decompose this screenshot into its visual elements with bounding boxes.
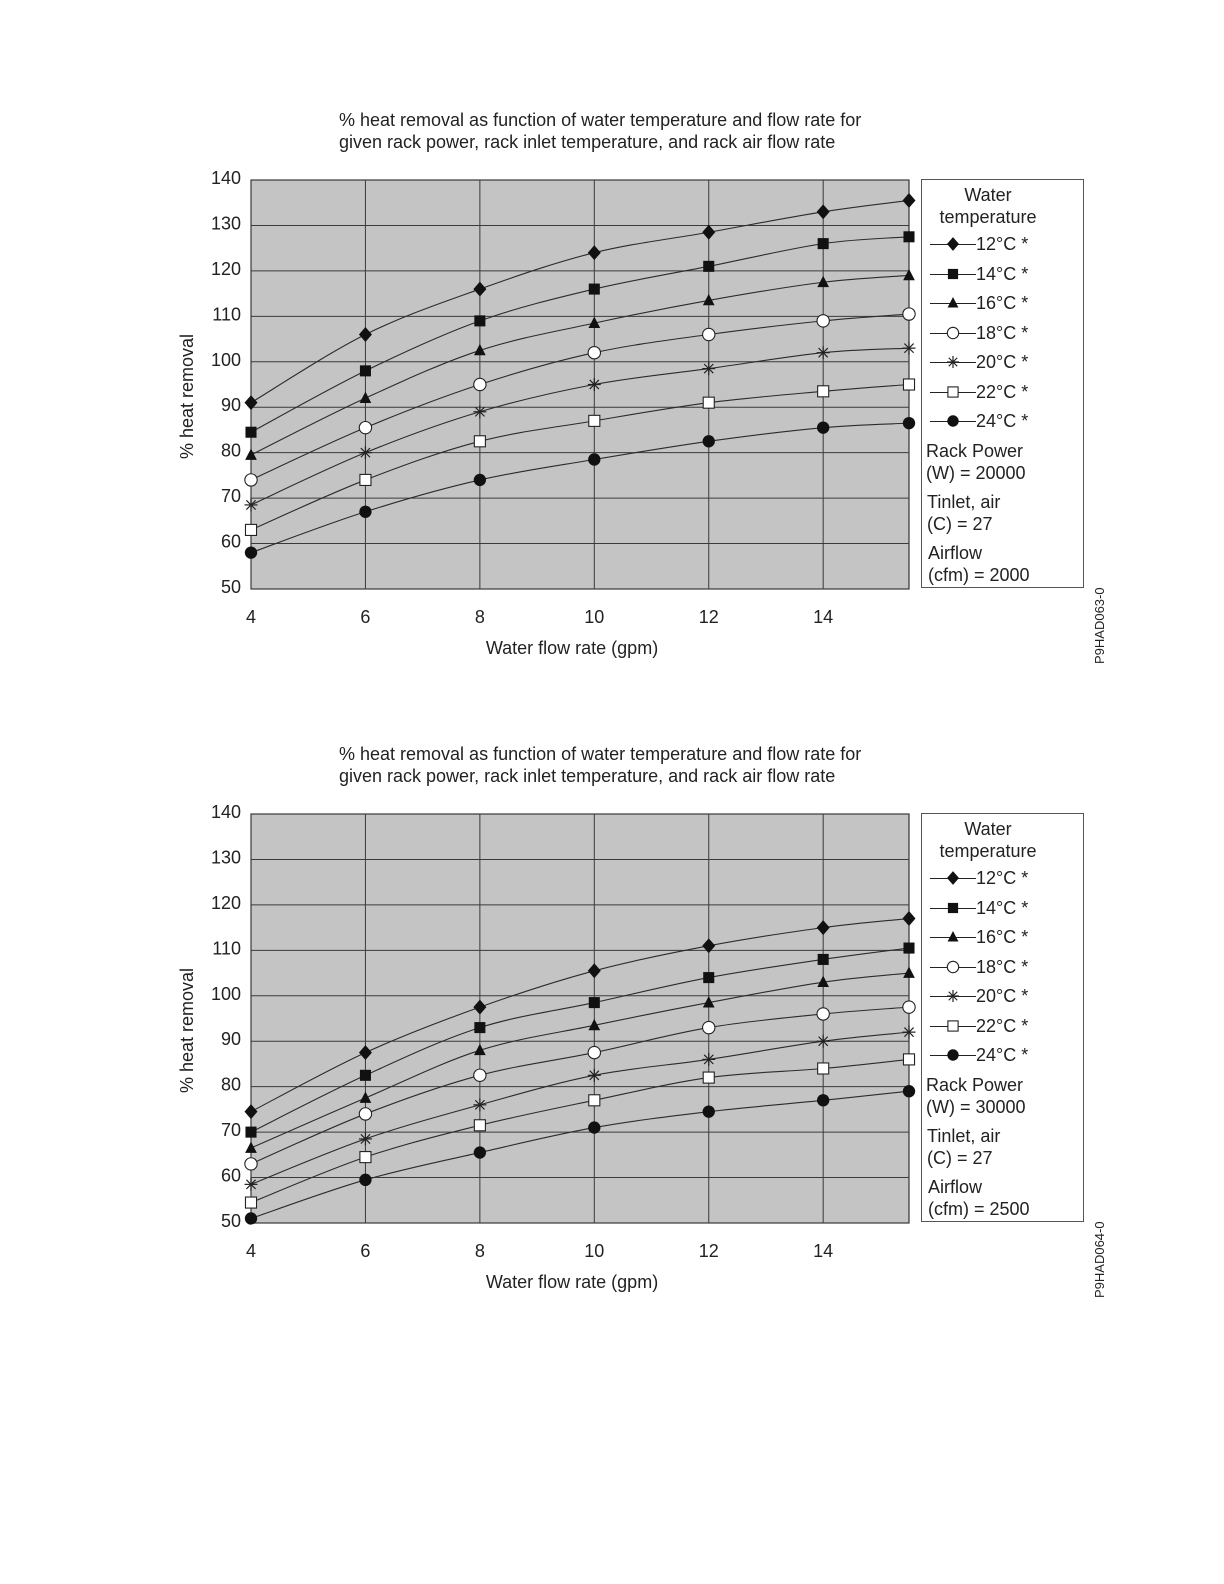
chart-2 (0, 634, 1224, 1298)
legend-marker-icon (945, 959, 961, 975)
legend-label: 12°C * (976, 868, 1029, 888)
data-point (474, 1022, 485, 1033)
parameter-line: Tinlet, air (927, 1126, 1001, 1146)
legend-marker-icon (945, 929, 961, 945)
data-point (702, 1053, 715, 1066)
y-tick-label: 60 (220, 1165, 241, 1186)
plot-area (251, 814, 909, 1223)
legend-item (930, 866, 1080, 890)
data-point (359, 421, 371, 433)
legend-title-line: Water (964, 185, 1012, 205)
data-point (245, 546, 257, 558)
legend-item (930, 232, 1080, 256)
legend-marker-icon (945, 266, 961, 282)
data-point (588, 1046, 600, 1058)
data-point (359, 1174, 371, 1186)
parameter-line: Airflow (928, 543, 983, 563)
y-tick-label: 110 (212, 938, 241, 959)
data-point (474, 1120, 485, 1131)
data-point (589, 415, 600, 426)
data-point (903, 342, 916, 355)
data-point (474, 474, 486, 486)
data-point (589, 997, 600, 1008)
parameter-line: Rack Power (926, 1075, 1024, 1095)
data-point (245, 1178, 258, 1191)
y-tick-label: 80 (220, 440, 241, 461)
data-point (245, 498, 258, 511)
parameter-block (927, 491, 1000, 535)
data-point (703, 1021, 715, 1033)
data-point (360, 365, 371, 376)
data-point (473, 405, 486, 418)
figure-id: P9HAD063-0 (1092, 587, 1107, 664)
legend-marker (948, 268, 958, 278)
figure-id: P9HAD064-0 (1092, 1221, 1107, 1298)
data-point (245, 1197, 256, 1208)
legend-marker (947, 961, 958, 972)
legend-label: 18°C * (976, 956, 1029, 977)
x-tick-label: 8 (474, 607, 485, 627)
parameter-line: Tinlet, air (927, 492, 1001, 512)
legend-marker (948, 1020, 958, 1030)
data-point (703, 261, 714, 272)
data-point (360, 1070, 371, 1081)
data-point (818, 954, 829, 965)
data-point (703, 435, 715, 447)
x-axis-label: Water flow rate (gpm) (485, 638, 659, 658)
legend-marker-icon (945, 384, 961, 400)
x-tick-label: 8 (474, 1241, 485, 1261)
x-tick-label: 10 (584, 607, 605, 627)
legend-item (930, 350, 1080, 374)
data-point (903, 1054, 914, 1065)
legend-marker-icon (945, 870, 961, 886)
parameter-line: (W) = 30000 (926, 1097, 1026, 1117)
y-tick-label: 120 (210, 892, 241, 913)
legend-marker (947, 237, 959, 251)
data-point (903, 308, 915, 320)
data-point (474, 436, 485, 447)
legend-label: 22°C * (976, 1015, 1029, 1036)
legend-label: 12°C * (976, 234, 1029, 254)
data-point (588, 453, 600, 465)
parameter-block (926, 1074, 1026, 1118)
data-point (817, 1094, 829, 1106)
x-tick-label: 6 (360, 607, 371, 627)
data-point (474, 1146, 486, 1158)
legend-title-line: temperature (939, 207, 1037, 227)
data-point (817, 421, 829, 433)
y-axis-label: % heat removal (177, 333, 197, 460)
legend-marker-icon (945, 1018, 961, 1034)
y-tick-label: 140 (210, 802, 241, 822)
chart-title-line: given rack power, rack inlet temperature, and rack air flow rate (339, 766, 836, 786)
legend (921, 813, 1084, 1222)
x-tick-label: 4 (245, 607, 257, 627)
x-axis-label: Water flow rate (gpm) (485, 1272, 659, 1292)
legend-label: 22°C * (976, 381, 1029, 402)
legend-marker-icon (945, 988, 961, 1004)
x-tick-label: 10 (584, 1241, 605, 1261)
x-tick-label: 14 (813, 1241, 834, 1261)
data-point (903, 417, 915, 429)
data-point (817, 1008, 829, 1020)
legend-title-line: Water (964, 819, 1012, 839)
legend-item (930, 1014, 1080, 1038)
legend-marker (947, 1049, 958, 1060)
legend-marker (947, 990, 959, 1002)
legend-marker (948, 902, 958, 912)
legend-label: 24°C * (976, 411, 1029, 431)
data-point (903, 1026, 916, 1039)
x-tick-label: 6 (360, 1241, 371, 1261)
data-point (818, 238, 829, 249)
legend-marker-icon (945, 236, 961, 252)
parameter-line: Rack Power (926, 441, 1024, 461)
parameter-block (927, 1125, 1000, 1169)
legend-marker (947, 871, 959, 885)
data-point (703, 397, 714, 408)
legend-item (930, 409, 1080, 433)
data-point (817, 346, 830, 359)
legend-label: 16°C * (976, 293, 1029, 313)
legend-marker (947, 415, 958, 426)
y-tick-label: 120 (210, 258, 241, 279)
chart-1 (0, 0, 1224, 664)
data-point (589, 284, 600, 295)
legend-title (922, 818, 1054, 862)
parameter-line: (cfm) = 2000 (928, 565, 1030, 585)
data-point (245, 1127, 256, 1138)
legend-marker-icon (945, 325, 961, 341)
data-point (703, 1072, 714, 1083)
y-tick-label: 90 (220, 395, 241, 416)
data-point (818, 1063, 829, 1074)
legend-item (930, 380, 1080, 404)
legend-marker (948, 297, 959, 308)
y-tick-label: 90 (220, 1029, 241, 1050)
x-tick-label: 12 (698, 1241, 719, 1261)
legend-label: 14°C * (976, 897, 1029, 918)
data-point (245, 1212, 257, 1224)
y-tick-label: 100 (210, 983, 241, 1004)
data-point (359, 1132, 372, 1145)
legend-item (930, 955, 1080, 979)
data-point (588, 1121, 600, 1133)
data-point (359, 446, 372, 459)
legend-marker-icon (945, 900, 961, 916)
data-point (817, 315, 829, 327)
legend-label: 16°C * (976, 927, 1029, 947)
data-point (703, 972, 714, 983)
legend-item (930, 262, 1080, 286)
legend-label: 20°C * (976, 352, 1029, 372)
y-tick-label: 50 (220, 577, 241, 597)
data-point (703, 328, 715, 340)
parameter-line: (C) = 27 (927, 514, 993, 534)
legend-marker (947, 327, 958, 338)
data-point (817, 1035, 830, 1048)
legend-marker-icon (945, 413, 961, 429)
legend-title-line: temperature (939, 841, 1037, 861)
x-tick-label: 14 (813, 607, 834, 627)
legend-label: 14°C * (976, 263, 1029, 284)
parameter-line: (C) = 27 (927, 1148, 993, 1168)
data-point (818, 386, 829, 397)
legend-item (930, 321, 1080, 345)
y-tick-label: 130 (210, 213, 241, 234)
y-tick-label: 110 (212, 304, 241, 325)
plot-area (251, 180, 909, 589)
legend-marker-icon (945, 1047, 961, 1063)
data-point (589, 1095, 600, 1106)
legend-title (922, 184, 1054, 228)
legend-label: 20°C * (976, 986, 1029, 1006)
data-point (360, 1152, 371, 1163)
legend-item (930, 925, 1080, 949)
data-point (903, 943, 914, 954)
data-point (474, 315, 485, 326)
y-tick-label: 60 (220, 531, 241, 552)
data-point (245, 474, 257, 486)
data-point (588, 1069, 601, 1082)
x-tick-label: 12 (698, 607, 719, 627)
y-tick-label: 70 (220, 486, 241, 507)
legend-label: 18°C * (976, 322, 1029, 343)
parameter-line: (W) = 20000 (926, 463, 1026, 483)
data-point (588, 347, 600, 359)
data-point (474, 1069, 486, 1081)
data-point (474, 378, 486, 390)
data-point (588, 378, 601, 391)
parameter-block (928, 1176, 1030, 1220)
legend-marker-icon (945, 295, 961, 311)
data-point (245, 1158, 257, 1170)
legend-marker (947, 356, 959, 368)
y-tick-label: 70 (220, 1120, 241, 1141)
legend (921, 179, 1084, 588)
y-tick-label: 140 (210, 168, 241, 188)
legend-marker-icon (945, 354, 961, 370)
data-point (702, 362, 715, 375)
y-tick-label: 50 (220, 1211, 241, 1231)
data-point (903, 231, 914, 242)
legend-item (930, 291, 1080, 315)
data-point (245, 524, 256, 535)
data-point (473, 1098, 486, 1111)
y-tick-label: 100 (210, 349, 241, 370)
data-point (360, 474, 371, 485)
chart-title-line: % heat removal as function of water temperature and flow rate for (339, 110, 862, 130)
y-axis-label: % heat removal (177, 967, 197, 1094)
data-point (245, 427, 256, 438)
parameter-line: Airflow (928, 1177, 983, 1197)
y-tick-label: 130 (210, 847, 241, 868)
legend-label: 24°C * (976, 1045, 1029, 1065)
legend-marker (948, 386, 958, 396)
legend-item (930, 896, 1080, 920)
chart-title-line: % heat removal as function of water temperature and flow rate for (339, 744, 862, 764)
parameter-line: (cfm) = 2500 (928, 1199, 1030, 1219)
data-point (359, 1108, 371, 1120)
data-point (903, 1001, 915, 1013)
parameter-block (928, 542, 1030, 586)
parameter-block (926, 440, 1026, 484)
data-point (903, 1085, 915, 1097)
legend-item (930, 984, 1080, 1008)
legend-marker (948, 931, 959, 942)
chart-title-line: given rack power, rack inlet temperature, and rack air flow rate (339, 132, 836, 152)
data-point (903, 379, 914, 390)
y-tick-label: 80 (220, 1074, 241, 1095)
data-point (359, 506, 371, 518)
x-tick-label: 4 (245, 1241, 257, 1261)
data-point (703, 1105, 715, 1117)
legend-item (930, 1043, 1080, 1067)
